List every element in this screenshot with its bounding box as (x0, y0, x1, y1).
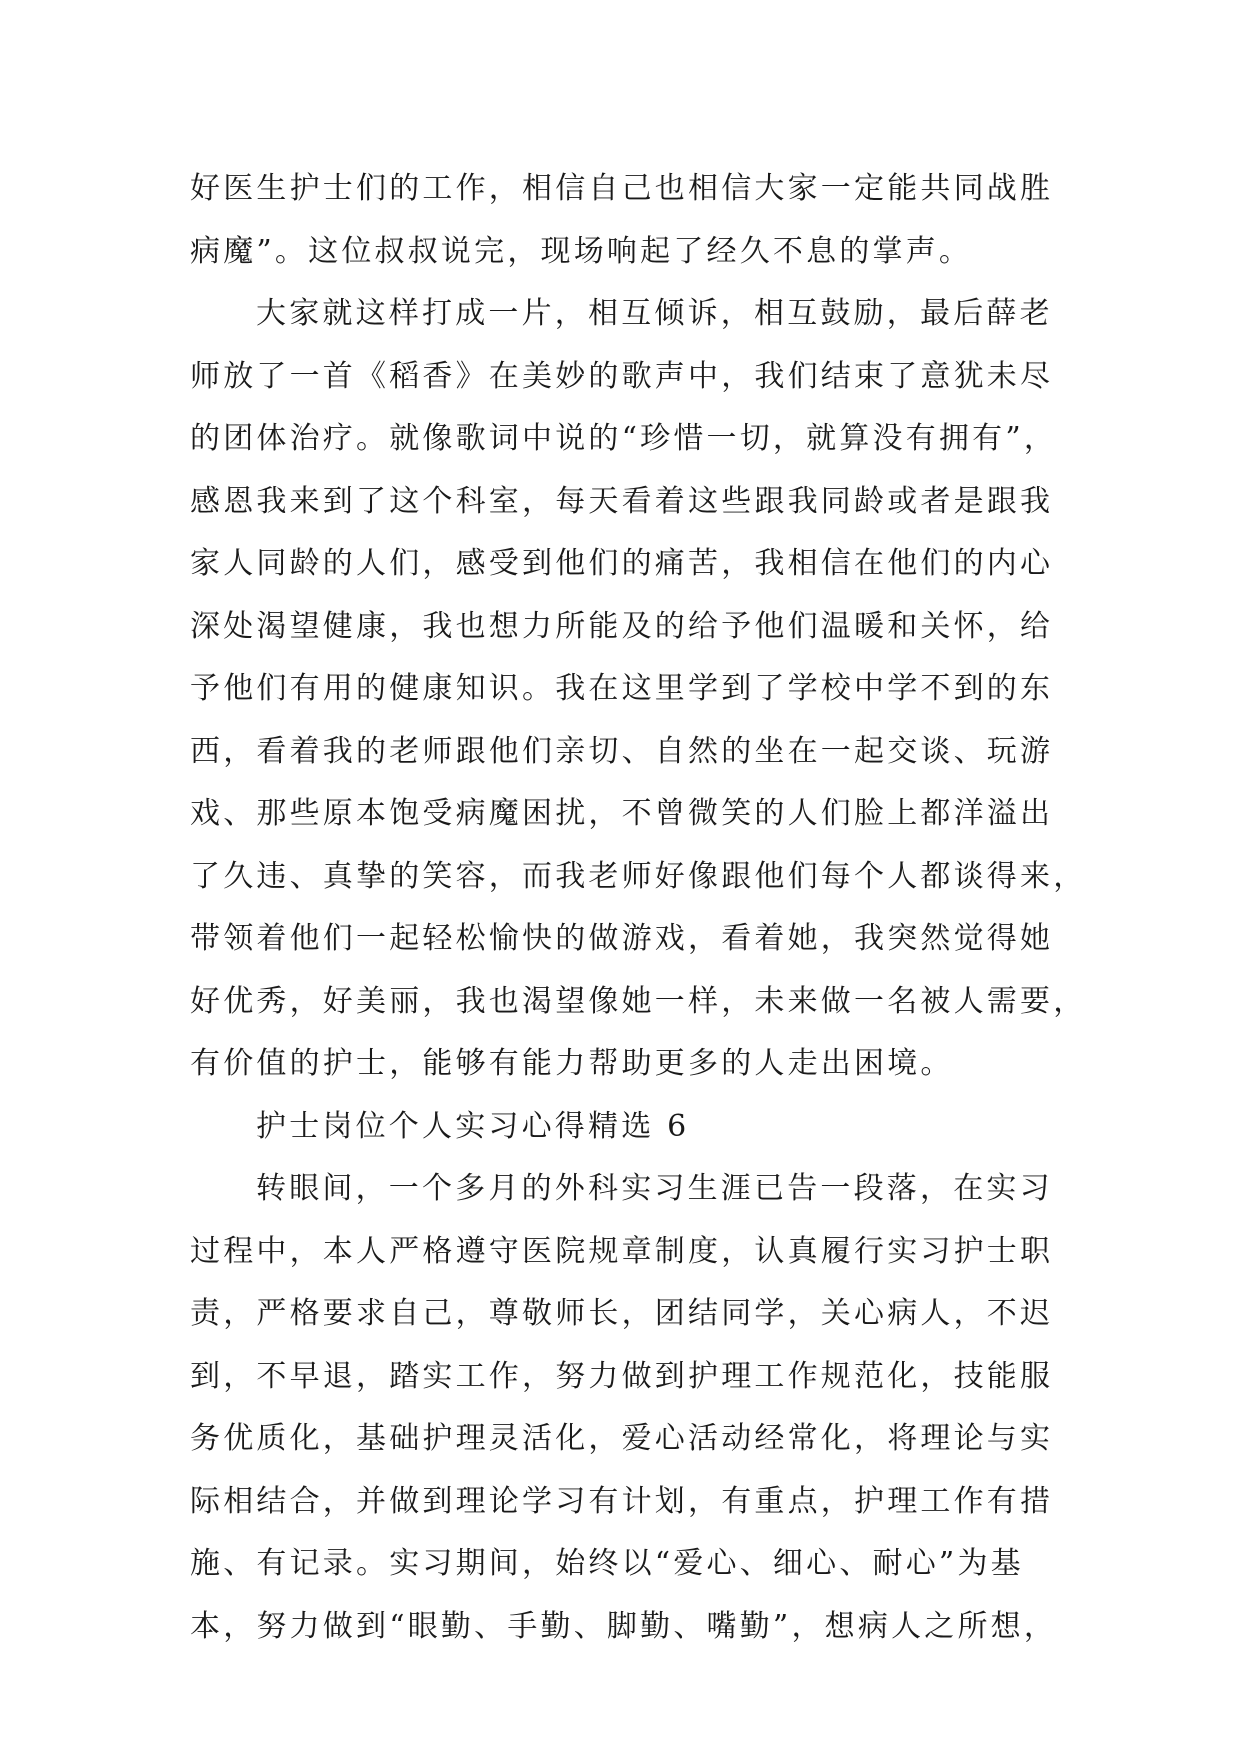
text-line: 好优秀，好美丽，我也渴望像她一样，未来做一名被人需要， (190, 983, 1087, 1019)
section-heading: 护士岗位个人实习心得精选 6 (256, 1108, 690, 1144)
text-line: 过程中，本人严格遵守医院规章制度，认真履行实习护士职 (190, 1233, 1054, 1269)
text-line: 深处渴望健康，我也想力所能及的给予他们温暖和关怀，给 (190, 608, 1054, 644)
text-line: 西，看着我的老师跟他们亲切、自然的坐在一起交谈、玩游 (190, 733, 1054, 769)
text-line: 病魔”。这位叔叔说完，现场响起了经久不息的掌声。 (190, 233, 973, 269)
text-line: 带领着他们一起轻松愉快的做游戏，看着她，我突然觉得她 (190, 921, 1054, 956)
text-line: 好医生护士们的工作，相信自己也相信大家一定能共同战胜 (190, 171, 1054, 206)
text-line: 责，严格要求自己，尊敬师长，团结同学，关心病人，不迟 (190, 1296, 1054, 1331)
text-line: 到，不早退，踏实工作，努力做到护理工作规范化，技能服 (190, 1358, 1054, 1394)
text-line: 戏、那些原本饱受病魔困扰，不曾微笑的人们脸上都洋溢出 (190, 796, 1054, 831)
text-line: 本，努力做到“眼勤、手勤、脚勤、嘴勤”，想病人之所想， (190, 1608, 1058, 1644)
text-line: 予他们有用的健康知识。我在这里学到了学校中学不到的东 (190, 671, 1054, 706)
text-line: 了久违、真挚的笑容，而我老师好像跟他们每个人都谈得来， (190, 858, 1087, 894)
text-line: 有价值的护士，能够有能力帮助更多的人走出困境。 (190, 1046, 954, 1081)
document-body (190, 158, 1087, 1658)
text-line: 际相结合，并做到理论学习有计划，有重点，护理工作有措 (190, 1483, 1054, 1519)
text-line: 施、有记录。实习期间，始终以“爱心、细心、耐心”为基 (190, 1546, 1024, 1581)
text-line: 家人同龄的人们，感受到他们的痛苦，我相信在他们的内心 (190, 546, 1054, 581)
text-line: 师放了一首《稻香》在美妙的歌声中，我们结束了意犹未尽 (190, 358, 1054, 394)
text-line: 感恩我来到了这个科室，每天看着这些跟我同龄或者是跟我 (190, 483, 1054, 519)
text-line: 务优质化，基础护理灵活化，爱心活动经常化，将理论与实 (190, 1421, 1054, 1456)
text-line: 的团体治疗。就像歌词中说的“珍惜一切，就算没有拥有”， (190, 421, 1058, 456)
paragraph-start-line: 转眼间，一个多月的外科实习生涯已告一段落，在实习 (256, 1171, 1053, 1206)
paragraph-start-line: 大家就这样打成一片，相互倾诉，相互鼓励，最后薛老 (256, 296, 1053, 331)
